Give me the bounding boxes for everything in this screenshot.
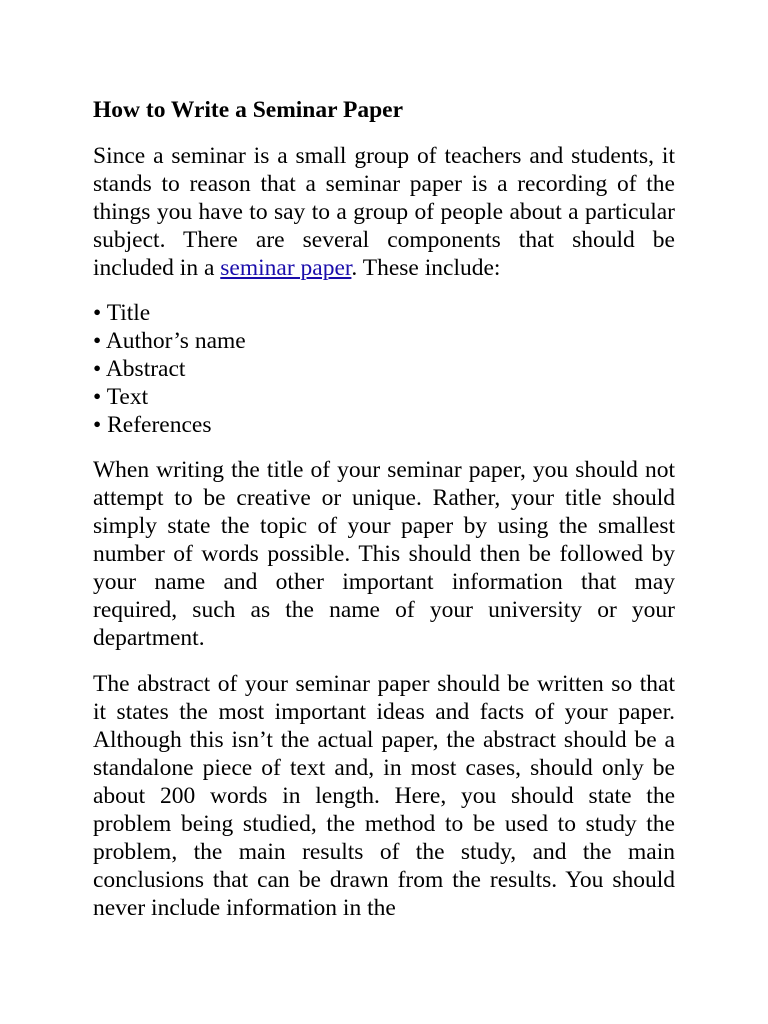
bullet-icon: • [93, 356, 102, 382]
bullet-icon: • [93, 384, 102, 410]
list-item [93, 383, 675, 411]
title-guidance-paragraph: When writing the title of your seminar paper, you should not attempt to be creative or unique. Rather, your title should simply state the topic of your paper by using the smallest number of words possible. This should then be followed by your name and other important information that may required, such as the name of your university or your department. [93, 457, 675, 651]
list-item-label: Abstract [105, 356, 186, 382]
document-body [93, 92, 675, 940]
list-item-label: Author’s name [105, 328, 246, 354]
intro-paragraph [93, 142, 675, 282]
abstract-guidance-paragraph: The abstract of your seminar paper should be written so that it states the most important ideas and facts of your paper. Although this isn’t the actual paper, the abstract should be a standalone piece of text and, in most cases, should only be about 200 words in length. Here, you should state the problem being studied, the method to be used to study the problem, the main results of the study, and the main conclusions that can be drawn from the results. You should never include information in the [93, 671, 675, 921]
list-item-label: Text [106, 384, 149, 410]
bullet-icon: • [93, 412, 102, 438]
list-item-label: References [107, 412, 212, 438]
bullet-icon: • [93, 300, 102, 326]
list-item [93, 327, 675, 355]
list-item [93, 411, 675, 439]
intro-text-after-link: . These include: [351, 255, 501, 281]
list-item [93, 299, 675, 327]
components-list [93, 299, 675, 439]
intro-text-before-link: Since a seminar is a small group of teachers and students, it stands to reason that a seminar paper is a recording of the things you have to say to a group of people about a particular subject. There are several components that should be included in a [93, 143, 675, 281]
list-item-label: Title [106, 300, 151, 326]
seminar-paper-link[interactable]: seminar paper [220, 255, 352, 281]
list-item [93, 355, 675, 383]
page-title: How to Write a Seminar Paper [93, 97, 404, 123]
bullet-icon: • [93, 328, 102, 354]
